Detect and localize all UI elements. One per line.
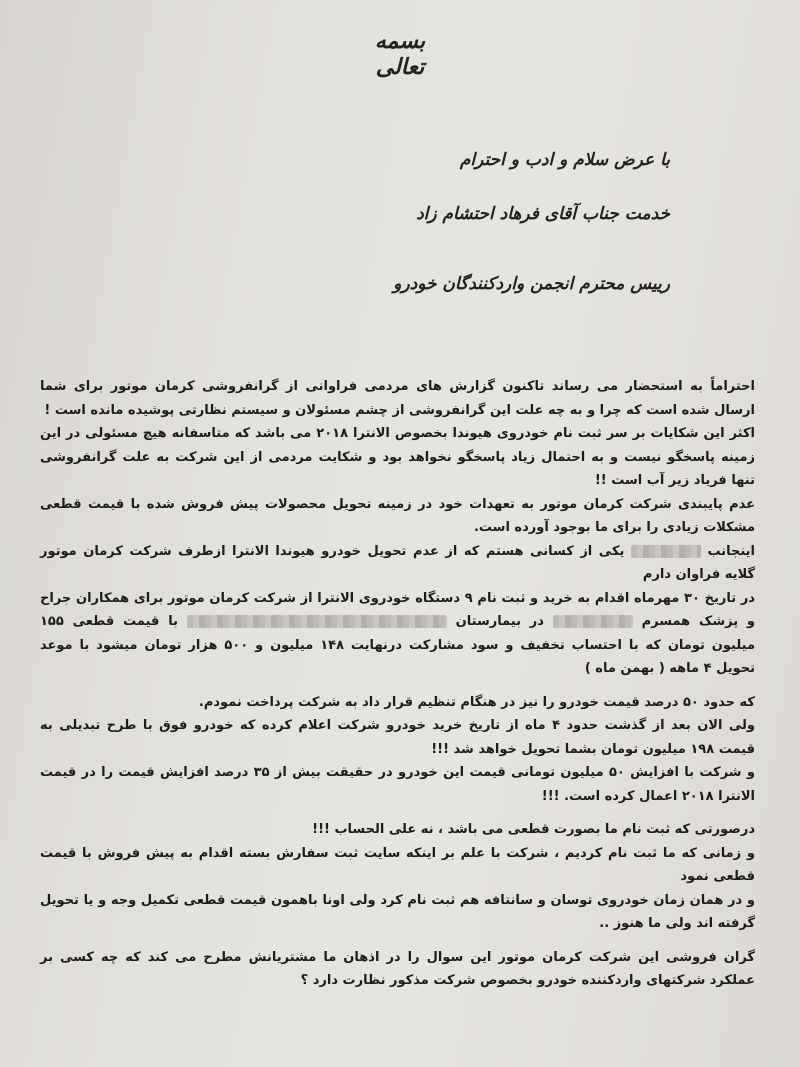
text-segment: با قیمت قطعی ۱۵۵ میلیون تومان که با احتساب تخفیف و سود مشارکت درنهایت ۱۴۸ میلیون و ۵۰۰ هزار تومان میشود با موعد تحویل ۴ ماهه ( بهمن ماه ) — [40, 614, 756, 676]
redacted-spouse-name — [553, 615, 633, 628]
salutation-greeting: با عرض سلام و ادب و احترام — [459, 150, 670, 170]
salutation-title: رییس محترم انجمن واردکنندگان خودرو — [393, 274, 670, 294]
paragraph-question: گران فروشی این شرکت کرمان موتور این سوال را در اذهان ما مشتریانش مطرح می کند که چه کسی بر عملکرد شرکتهای واردکننده خودرو بخصوص شرکت مذکور نظارت دارد ؟ — [40, 949, 755, 988]
paragraph-price-increase: و شرکت با افزایش ۵۰ میلیون تومانی قیمت این خودرو در حقیقت بیش از ۳۵ درصد افزایش قیمت را در قیمت الانترا ۲۰۱۸ اعمال کرده است. !!! — [40, 765, 755, 804]
text-segment: در بیمارستان — [455, 614, 544, 629]
salutation-recipient: خدمت جناب آقای فرهاد احتشام زاد — [416, 204, 670, 224]
paragraph-self-intro — [40, 540, 755, 587]
paragraph-price-change: ولی الان بعد از گذشت حدود ۴ ماه از تاریخ خرید خودرو شرکت اعلام کرده که خودرو فوق با طرح تبدیلی به قیمت ۱۹۸ میلیون تومان بشما تحویل خواهد شد !!! — [40, 718, 756, 757]
paragraph-presale: و زمانی که ما ثبت نام کردیم ، شرکت با علم بر اینکه سایت ثبت سفارش بسته اقدام به پیش فروش با قیمت قطعی نمود — [40, 845, 755, 884]
paragraph-commitments: عدم پایبندی شرکت کرمان موتور به تعهدات خود در زمینه تحویل محصولات پیش فروش شده با قیمت قطعی مشکلات زیادی را برای ما بوجود آورده است. — [40, 496, 755, 535]
redacted-name — [631, 545, 701, 558]
paragraph-payment: که حدود ۵۰ درصد قیمت خودرو را نیز در هنگام تنظیم قرار داد به شرکت پرداخت نمودم. — [198, 694, 755, 710]
redacted-hospital-name — [187, 615, 447, 628]
paragraph-definitive: درصورتی که ثبت نام ما بصورت قطعی می باشد ، نه علی الحساب !!! — [312, 822, 755, 837]
letter-body — [40, 375, 755, 993]
text-segment: اینجانب — [707, 543, 755, 559]
text-segment: یکی از کسانی هستم که از عدم تحویل خودرو هیوندا الانترا ازطرف شرکت کرمان موتور گلایه فراوان دارم — [40, 543, 755, 582]
paragraph-complaints: اکثر این شکایات بر سر ثبت نام خودروی هیوندا بخصوص الانترا ۲۰۱۸ می باشد که متاسفانه هیچ مسئولی در این زمینه پاسخگو نیست و به احتمال زیاد پاسخگو نخواهد بود و شکایت مردمی از این شرکت به علت گرانفروشی تنها فریاد زیر آب است !! — [40, 426, 755, 488]
letterhead-basmala: بسمه تعالی — [374, 28, 426, 80]
paragraph-intro: احتراماً به استحضار می رساند تاکنون گزارش های مردمی فراوانی از گرانفروشی کرمان موتور برای شما ارسال شده است که چرا و به چه علت این گرانفروشی از چشم مسئولان و سیستم نظارتی پوشیده مانده است ! — [40, 379, 755, 418]
text-segment: در تاریخ ۳۰ مهرماه اقدام به خرید و ثبت نام ۹ دستگاه خودروی الانترا از شرکت کرمان موتور برای همکاران جراح و پزشک همسرم — [40, 590, 755, 629]
paragraph-purchase — [40, 587, 755, 681]
paragraph-other-models: و در همان زمان خودروی توسان و سانتافه هم ثبت نام کرد ولی اونا باهمون قیمت قطعی تکمیل وجه و یا تحویل گرفته اند ولی ما هنوز .. — [40, 892, 755, 931]
